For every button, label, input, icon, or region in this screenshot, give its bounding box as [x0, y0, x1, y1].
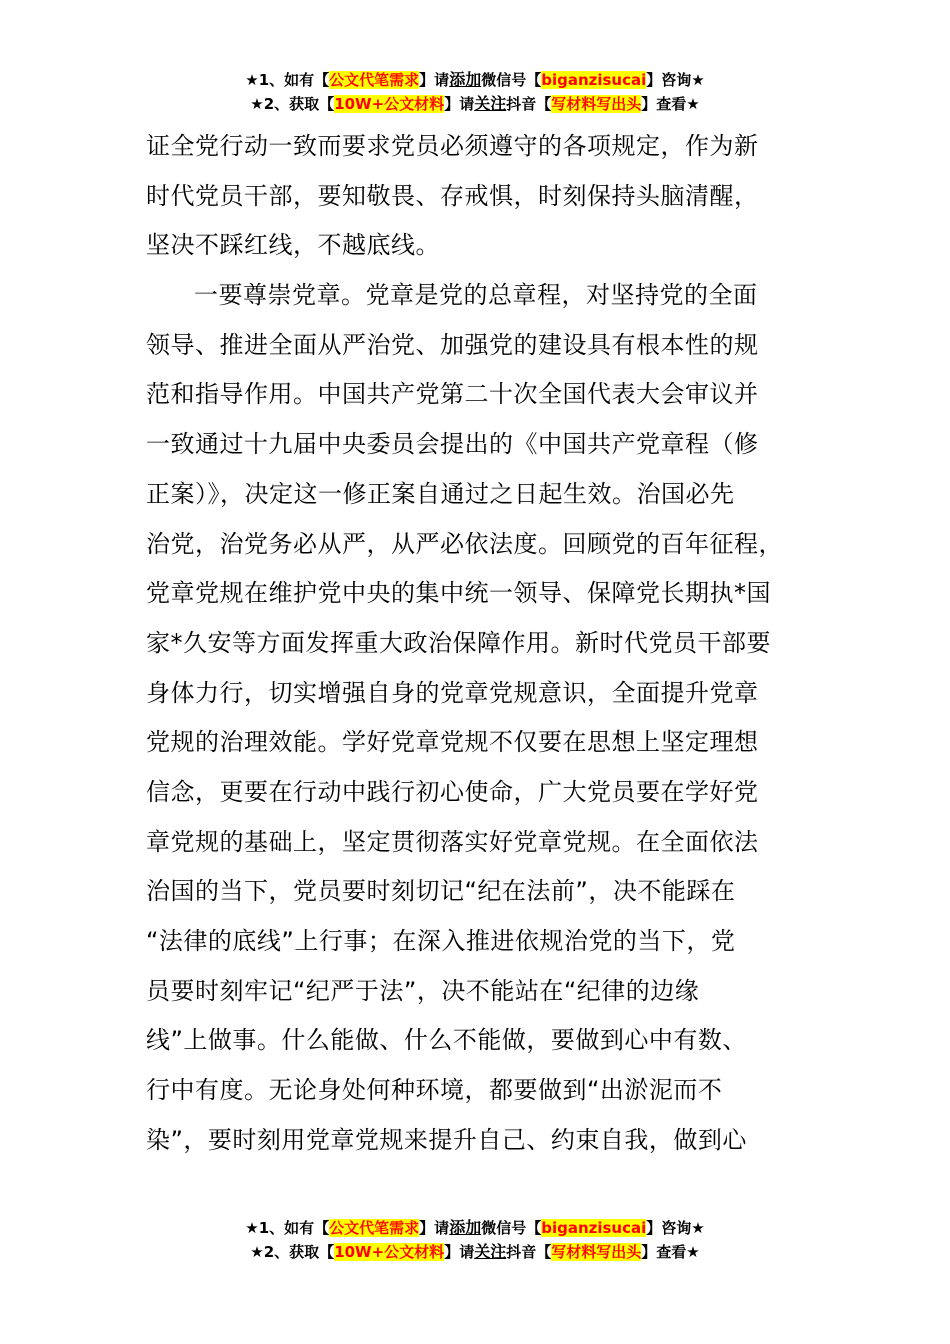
banner-text: 抖音【 [506, 1243, 552, 1261]
banner-text: 】咨询★ [646, 71, 705, 89]
text-line: 时代党员干部，要知敬畏、存戒惧，时刻保持头脑清醒， [146, 181, 759, 210]
text-line: 身体力行，切实增强自身的党章党规意识，全面提升党章 [146, 678, 759, 707]
highlight-wechat-id: biganzisucai [541, 1219, 647, 1237]
text-line: 党规的治理效能。学好党章党规不仅要在思想上坚定理想 [146, 728, 759, 757]
banner-text: ★2、获取【 [250, 95, 335, 113]
banner-text: 】请 [419, 71, 450, 89]
banner-text: 微信号【 [481, 1219, 542, 1237]
text-line: 家*久安等方面发挥重大政治保障作用。新时代党员干部要 [146, 628, 771, 657]
banner-line-1 [0, 68, 950, 92]
banner-text: 微信号【 [481, 71, 542, 89]
banner-line-2 [0, 1240, 950, 1264]
text-line: 员要时刻牢记“纪严于法”，决不能站在“纪律的边缘 [146, 976, 700, 1005]
highlight-materials: 10W+公文材料 [334, 95, 445, 113]
text-line: 治党，治党务必从严，从严必依法度。回顾党的百年征程， [146, 529, 783, 558]
banner-line-1 [0, 1216, 950, 1240]
highlight-douyin-account: 写材料写出头 [551, 95, 642, 113]
text-line: 染”，要时刻用党章党规来提升自己、约束自我，做到心 [146, 1125, 747, 1154]
text-line: 信念，更要在行动中践行初心使命，广大党员要在学好党 [146, 777, 759, 806]
text-line: 一致通过十九届中央委员会提出的《中国共产党章程（修 [146, 430, 759, 459]
banner-text: 】查看★ [641, 95, 700, 113]
highlight-service: 公文代笔需求 [329, 1219, 420, 1237]
text-line: 证全党行动一致而要求党员必须遵守的各项规定，作为新 [146, 132, 759, 160]
banner-text: ★1、如有【 [245, 1219, 330, 1237]
text-line: 章党规的基础上，坚定贯彻落实好党章党规。在全面依法 [146, 827, 759, 856]
text-line: 领导、推进全面从严治党、加强党的建设具有根本性的规 [146, 330, 759, 359]
banner-text: 】请 [444, 95, 475, 113]
banner-emphasis: 关注 [474, 1242, 507, 1261]
highlight-service: 公文代笔需求 [329, 71, 420, 89]
banner-text: ★2、获取【 [250, 1243, 335, 1261]
text-line: 治国的当下，党员要时刻切记“纪在法前”，决不能踩在 [146, 877, 736, 906]
banner-text: 】咨询★ [646, 1219, 705, 1237]
banner-text: 】请 [419, 1219, 450, 1237]
highlight-wechat-id: biganzisucai [541, 71, 647, 89]
text-line: 正案）》，决定这一修正案自通过之日起生效。治国必先 [146, 479, 735, 508]
banner-text: 】请 [444, 1243, 475, 1261]
banner-emphasis: 关注 [474, 94, 507, 113]
header-banner [0, 68, 950, 116]
banner-line-2 [0, 92, 950, 116]
paragraph-start-line: 一要尊崇党章。党章是党的总章程，对坚持党的全面 [194, 281, 758, 310]
document-body [146, 122, 826, 1165]
text-line: 坚决不踩红线，不越底线。 [146, 231, 440, 260]
highlight-douyin-account: 写材料写出头 [551, 1243, 642, 1261]
text-line: 线”上做事。什么能做、什么不能做，要做到心中有数、 [146, 1026, 747, 1055]
banner-text: ★1、如有【 [245, 71, 330, 89]
footer-banner [0, 1216, 950, 1264]
text-line: “法律的底线”上行事；在深入推进依规治党的当下，党 [146, 927, 736, 955]
text-line: 行中有度。无论身处何种环境，都要做到“出淤泥而不 [146, 1076, 723, 1105]
highlight-materials: 10W+公文材料 [334, 1243, 445, 1261]
text-line: 党章党规在维护党中央的集中统一领导、保障党长期执*国 [146, 579, 771, 608]
banner-text: 】查看★ [641, 1243, 700, 1261]
banner-emphasis: 添加 [449, 1218, 482, 1237]
text-line: 范和指导作用。中国共产党第二十次全国代表大会审议并 [146, 380, 759, 409]
banner-text: 抖音【 [506, 95, 552, 113]
banner-emphasis: 添加 [449, 70, 482, 89]
